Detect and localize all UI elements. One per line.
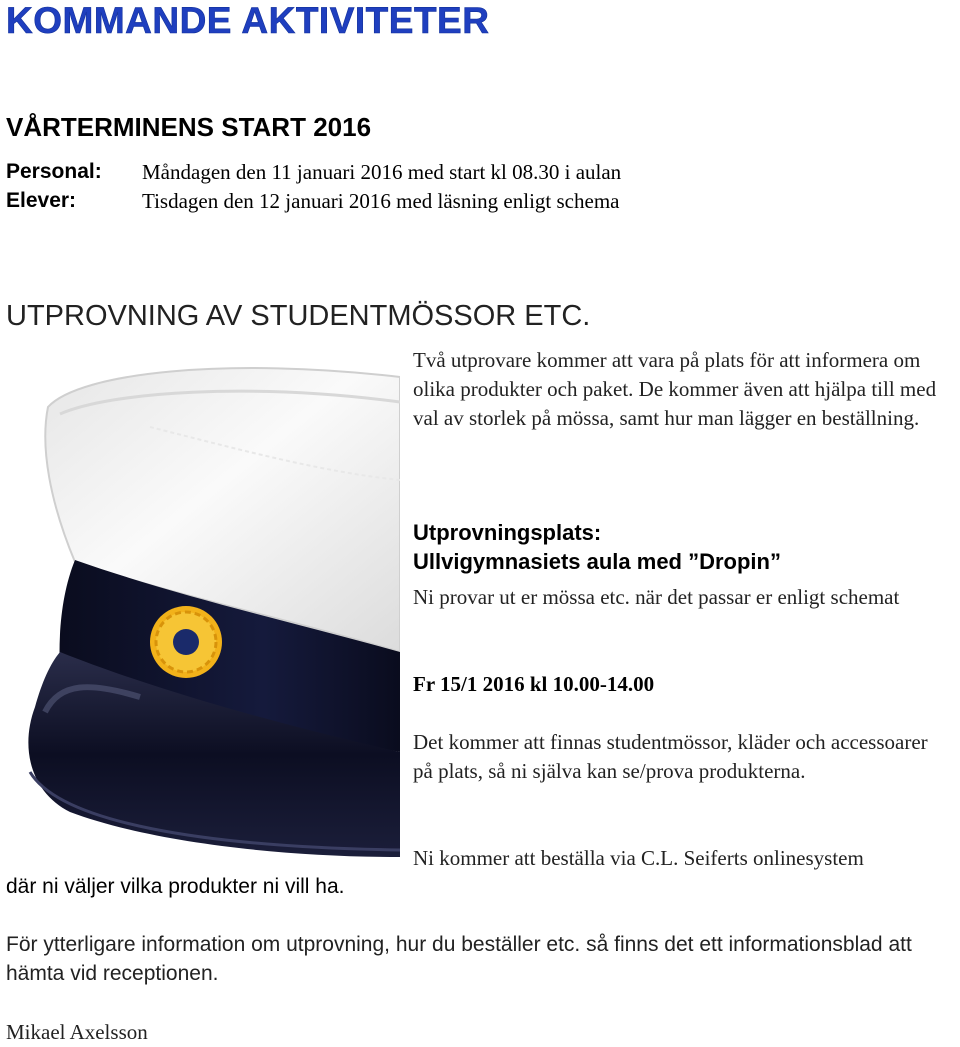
fitting-heading: UTPROVNING AV STUDENTMÖSSOR ETC. [6, 300, 591, 332]
term-start-heading: VÅRTERMINENS START 2016 [6, 112, 372, 142]
fitting-date: Fr 15/1 2016 kl 10.00-14.00 [413, 672, 655, 696]
choose-products-text: där ni väljer vilka produkter ni vill ha. [6, 875, 345, 898]
order-info: Ni kommer att beställa via C.L. Seiferts onlinesystem [413, 846, 864, 870]
signature: Mikael Axelsson [6, 1020, 148, 1044]
more-info-text: För ytterligare information om utprovning, hur du beställer etc. så finns det ett informationsblad att hämta vid receptionen. [6, 933, 912, 985]
staff-label: Personal: [6, 160, 102, 183]
venue-description: Ni provar ut er mössa etc. när det passar er enligt schemat [413, 585, 900, 609]
venue-name: Ullvigymnasiets aula med ”Dropin” [413, 549, 781, 574]
page-title: KOMMANDE AKTIVITETER [6, 0, 490, 41]
students-text: Tisdagen den 12 januari 2016 med läsning enligt schema [142, 189, 620, 213]
staff-text: Måndagen den 11 januari 2016 med start kl 08.30 i aulan [142, 160, 622, 184]
venue-label: Utprovningsplats: [413, 520, 602, 545]
fitting-intro: Två utprovare kommer att vara på plats för att informera om olika produkter och paket. De kommer även att hjälpa till med val av storlek på mössa, samt hur man lägger en beställning. [413, 348, 937, 430]
student-cap-photo [0, 352, 400, 862]
products-info: Det kommer att finnas studentmössor, kläder och accessoarer på plats, så ni själva kan se/prova produkterna. [413, 730, 928, 783]
students-label: Elever: [6, 189, 77, 212]
